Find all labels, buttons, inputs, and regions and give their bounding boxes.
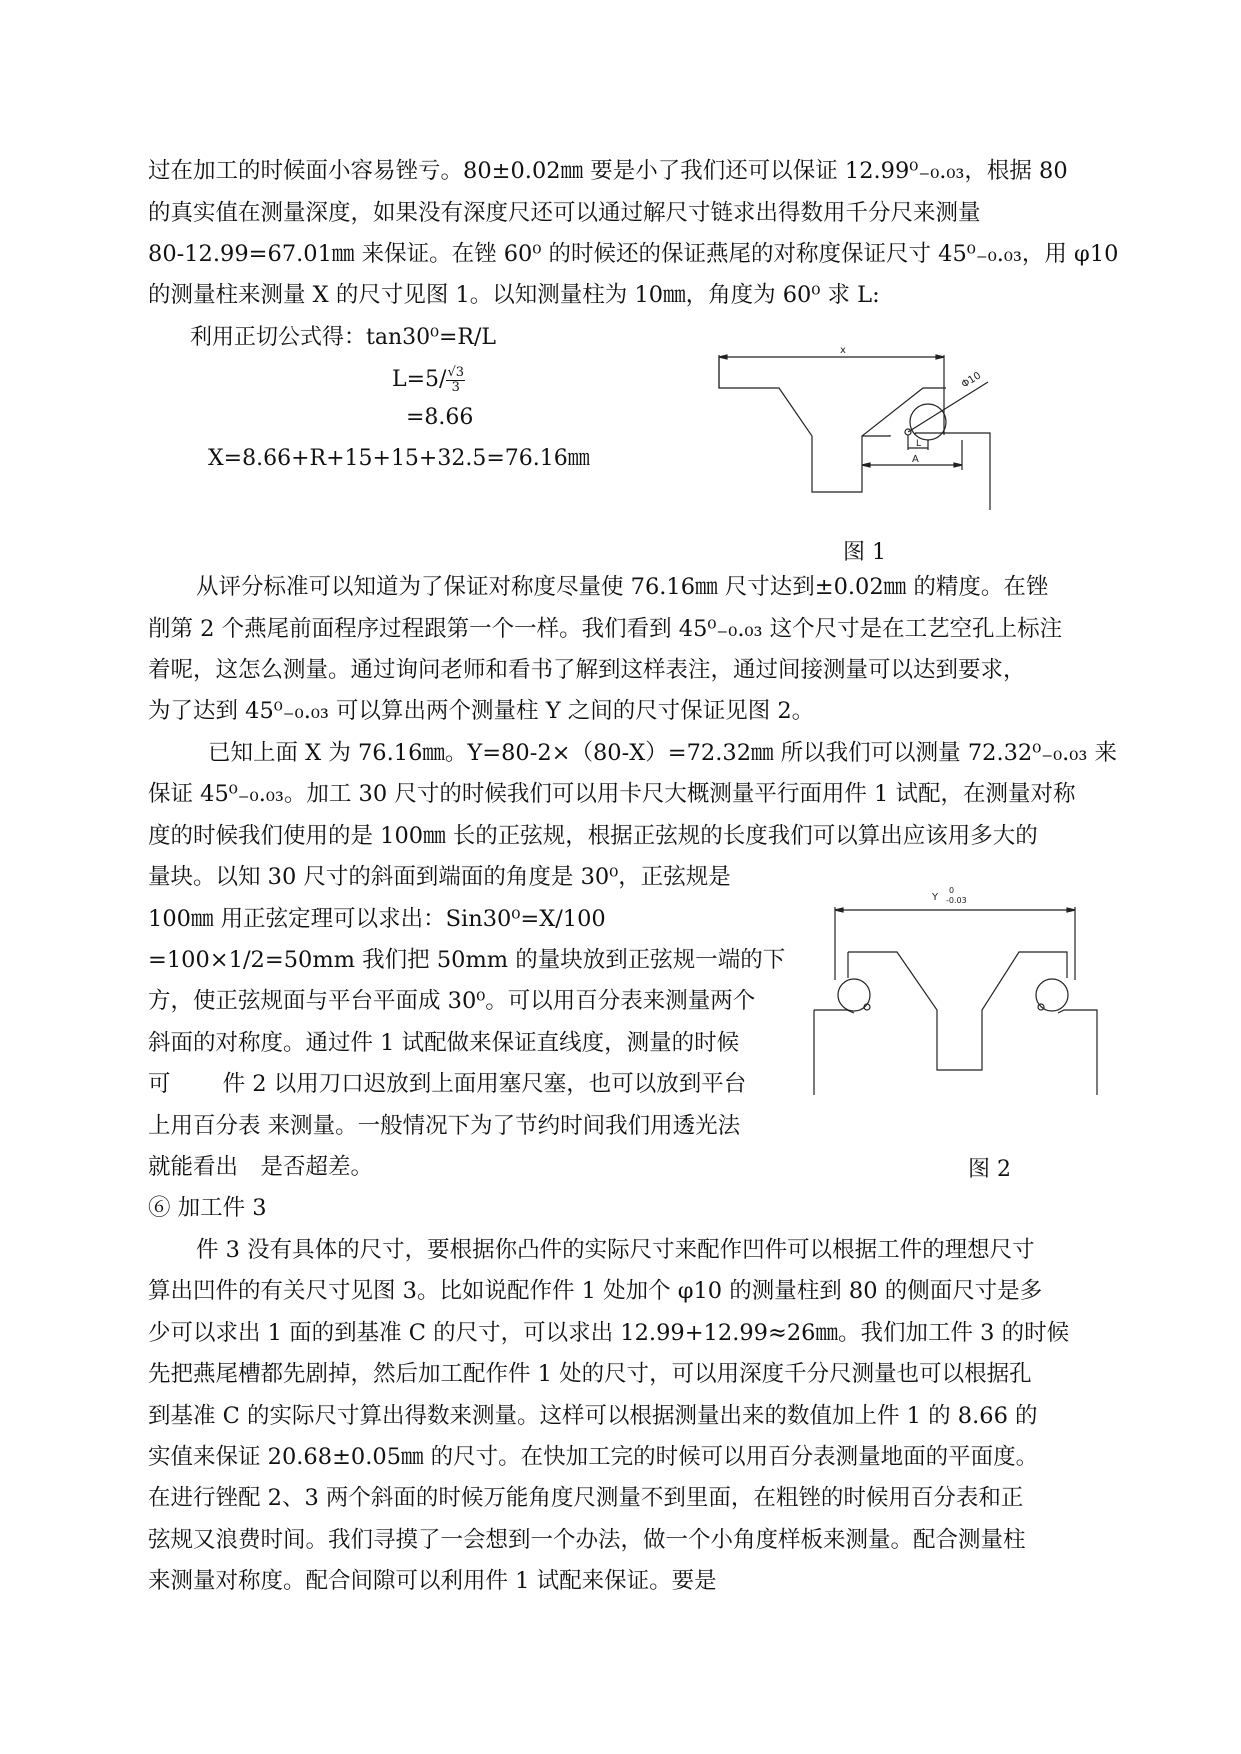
paragraph-3-line-7: 方，使正弦规面与平台平面成 30⁰。可以用百分表来测量两个 xyxy=(148,988,756,1014)
paragraph-4-line-4: 先把燕尾槽都先剧掉，然后加工配作件 1 处的尺寸，可以用深度千分尺测量也可以根据孔 xyxy=(148,1361,1032,1387)
paragraph-4-line-5: 到基准 C 的实际尺寸算出得数来测量。这样可以根据测量出来的数值加上件 1 的 8.66 的 xyxy=(148,1403,1038,1429)
figure-1-dovetail-drawing xyxy=(700,340,1000,520)
paragraph-2-line-3: 着呢，这怎么测量。通过询问老师和看书了解到这样表注，通过间接测量可以达到要求， xyxy=(148,657,1026,683)
paragraph-1-line-3: 80-12.99=67.01㎜ 来保证。在锉 60⁰ 的时候还的保证燕尾的对称度保证尺寸 45⁰₋₀.₀₃，用 φ10 xyxy=(148,241,1119,267)
paragraph-4-line-9: 来测量对称度。配合间隙可以利用件 1 试配来保证。要是 xyxy=(148,1568,717,1594)
section-heading-process-part-3: ⑥ 加工件 3 xyxy=(148,1195,267,1221)
paragraph-1-line-1: 过在加工的时候面小容易锉亏。80±0.02㎜ 要是小了我们还可以保证 12.99⁰₋₀.₀₃，根据 80 xyxy=(148,158,1068,184)
x-equation: X=8.66+R+15+15+32.5=76.16㎜ xyxy=(208,446,590,471)
figure-1-label-x: x xyxy=(840,345,846,356)
l-result: =8.66 xyxy=(406,405,474,430)
l-equation-prefix: L=5/ xyxy=(392,367,447,393)
paragraph-4-line-3: 少可以求出 1 面的到基准 C 的尺寸，可以求出 12.99+12.99≈26㎜。我们加工件 3 的时候 xyxy=(148,1320,1070,1346)
paragraph-4-line-8: 弦规又浪费时间。我们寻摸了一会想到一个办法，做一个小角度样板来测量。配合测量柱 xyxy=(148,1527,1026,1553)
figure-1-label-l: L xyxy=(916,439,922,449)
paragraph-3-line-2: 保证 45⁰₋₀.₀₃。加工 30 尺寸的时候我们可以用卡尺大概测量平行面用件 1 试配，在测量对称 xyxy=(148,781,1076,807)
figure-1-label-a: A xyxy=(912,454,919,465)
paragraph-3-line-8: 斜面的对称度。通过件 1 试配做来保证直线度，测量的时候 xyxy=(148,1030,740,1056)
paragraph-1-line-2: 的真实值在测量深度，如果没有深度尺还可以通过解尺寸链求出得数用千分尺来测量 xyxy=(148,200,981,226)
paragraph-2-line-4: 为了达到 45⁰₋₀.₀₃ 可以算出两个测量柱 Y 之间的尺寸保证见图 2。 xyxy=(148,698,815,724)
paragraph-3-line-11: 就能看出 是否超差。 xyxy=(148,1154,374,1180)
paragraph-3-line-5: 100㎜ 用正弦定理可以求出：Sin30⁰=X/100 xyxy=(148,906,606,932)
paragraph-1-line-4: 的测量柱来测量 X 的尺寸见图 1。以知测量柱为 10㎜，角度为 60⁰ 求 L: xyxy=(148,282,880,308)
paragraph-2-line-1: 从评分标准可以知道为了保证对称度尽量使 76.16㎜ 尺寸达到±0.02㎜ 的精度。在锉 xyxy=(196,574,1049,600)
figure-2-label-y: Y xyxy=(932,892,939,903)
paragraph-4-line-1: 件 3 没有具体的尺寸，要根据你凸件的实际尺寸来配作凹件可以根据工件的理想尺寸 xyxy=(196,1237,1035,1263)
paragraph-4-line-6: 实值来保证 20.68±0.05㎜ 的尺寸。在快加工完的时候可以用百分表测量地面的平面度。 xyxy=(148,1444,1039,1470)
paragraph-4-line-7: 在进行锉配 2、3 两个斜面的时候万能角度尺测量不到里面，在粗锉的时候用百分表和正 xyxy=(148,1485,1024,1511)
figure-2-caption: 图 2 xyxy=(968,1157,1011,1182)
paragraph-3-line-1: 已知上面 X 为 76.16㎜。Y=80-2×（80-X）=72.32㎜ 所以我们可以测量 72.32⁰₋₀.₀₃ 来 xyxy=(208,740,1117,766)
l-equation xyxy=(392,366,465,394)
paragraph-3-line-4: 量块。以知 30 尺寸的斜面到端面的角度是 30⁰，正弦规是 xyxy=(148,864,731,890)
paragraph-3-line-10: 上用百分表 来测量。一般情况下为了节约时间我们用透光法 xyxy=(148,1113,741,1139)
fraction-numerator: √3 xyxy=(447,365,465,380)
figure-2-tol-upper: 0 xyxy=(949,886,955,895)
figure-2-dovetail-drawing xyxy=(812,885,1102,1095)
paragraph-3-line-6: =100×1/2=50mm 我们把 50mm 的量块放到正弦规一端的下 xyxy=(148,947,786,973)
figure-2-tol-lower: -0.03 xyxy=(946,896,967,905)
paragraph-3-line-9: 可 件 2 以用刀口迟放到上面用塞尺塞，也可以放到平台 xyxy=(148,1071,747,1097)
sqrt3-over-3-fraction xyxy=(446,366,465,394)
paragraph-3-line-3: 度的时候我们使用的是 100㎜ 长的正弦规，根据正弦规的长度我们可以算出应该用多大的 xyxy=(148,823,1038,849)
figure-1-caption: 图 1 xyxy=(843,540,886,565)
tangent-formula: 利用正切公式得：tan30⁰=R/L xyxy=(190,325,496,350)
figure-1-label-phi10: Φ10 xyxy=(959,370,984,391)
paragraph-2-line-2: 削第 2 个燕尾前面程序过程跟第一个一样。我们看到 45⁰₋₀.₀₃ 这个尺寸是在工艺空孔上标注 xyxy=(148,616,1063,642)
fraction-denominator: 3 xyxy=(451,379,460,395)
paragraph-4-line-2: 算出凹件的有关尺寸见图 3。比如说配作件 1 处加个 φ10 的测量柱到 80 的侧面尺寸是多 xyxy=(148,1278,1043,1304)
